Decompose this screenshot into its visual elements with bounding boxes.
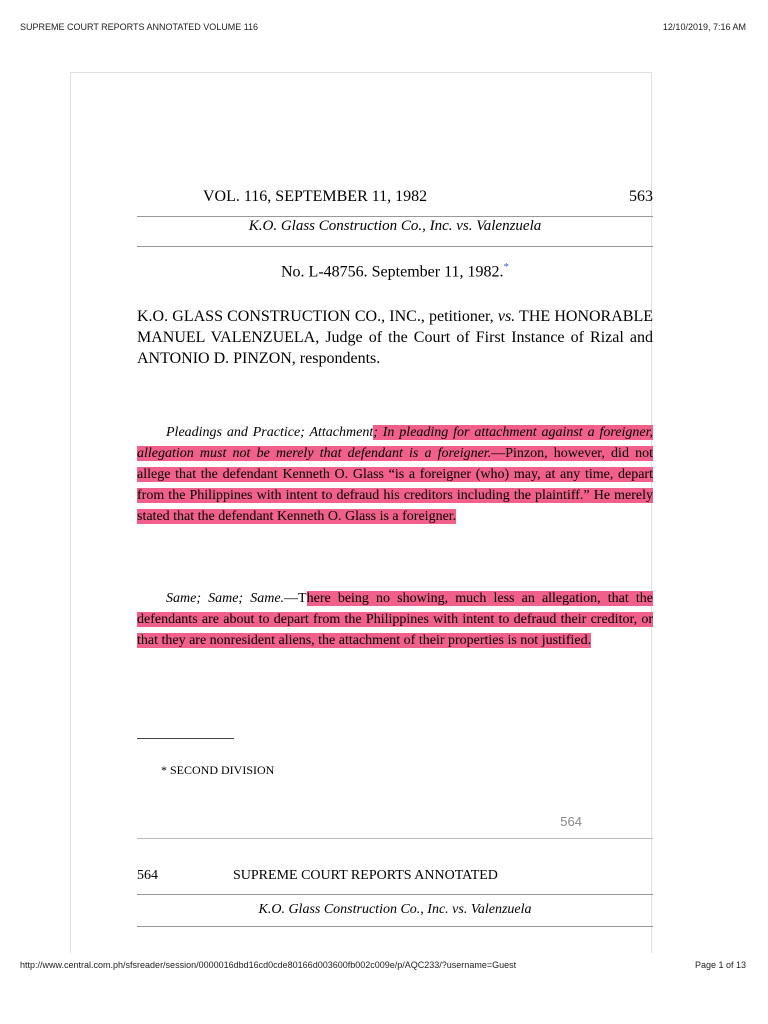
page-separator [137, 838, 653, 839]
respondents-text: THE HONORABLE MANUEL VALENZUELA, Judge of the Court of First Instance of Rizal and ANTONIO D. PINZON, respondents. [137, 308, 653, 367]
print-footer-url: http://www.central.com.ph/sfsreader/session/0000016dbd16cd0cde80166d003600fb002c009e/p/AQC233/?username=Guest [20, 960, 517, 970]
page-number: 563 [629, 188, 653, 205]
print-header-title: SUPREME COURT REPORTS ANNOTATED VOLUME 116 [20, 22, 259, 32]
next-page-title: SUPREME COURT REPORTS ANNOTATED [233, 868, 498, 883]
syllabus-1-heading: Pleadings and Practice; Attachment [166, 425, 374, 440]
petitioner-text: K.O. GLASS CONSTRUCTION CO., INC., petitioner, [137, 308, 498, 325]
case-number [137, 261, 653, 281]
versus-text: vs. [497, 308, 516, 325]
footnote: * SECOND DIVISION [161, 763, 275, 777]
syllabus-2-dash: —T [284, 591, 307, 606]
footnote-link[interactable]: * [503, 261, 509, 273]
page-content [70, 72, 653, 952]
volume-line: VOL. 116, SEPTEMBER 11, 1982 [203, 188, 428, 205]
next-header-rule-bottom [137, 926, 653, 927]
syllabus-2-highlight-text: here being no showing, much less an allegation, that the defendants are about to depart from the Philippines with intent to defraud their creditor, or that they are nonresident aliens, the attachment of their properties is not justified. [137, 591, 653, 648]
page-marker: 564 [560, 814, 582, 829]
footnote-rule [137, 738, 234, 739]
next-header-rule-top [137, 894, 653, 895]
running-title: K.O. Glass Construction Co., Inc. vs. Valenzuela [248, 218, 542, 234]
header-rule-bottom [137, 246, 653, 247]
syllabus-1-highlight-text: —Pinzon, however, did not allege that the defendant Kenneth O. Glass “is a foreigner (who) may, at any time, depart from the Philippines with intent to defraud his creditors including the plaintiff.” He merely stated that the defendant Kenneth O. Glass is a foreigner. [137, 446, 653, 524]
header-rule-top [137, 216, 653, 217]
print-footer-page: Page 1 of 13 [694, 960, 746, 970]
syllabus-1-highlight-italic: ; In pleading for attachment against a foreigner, allegation must not be merely that defendant is a foreigner. [137, 425, 653, 461]
syllabus-paragraph-2 [137, 588, 653, 651]
next-page-number: 564 [137, 868, 158, 883]
print-header-datetime: 12/10/2019, 7:16 AM [662, 22, 746, 32]
parties-paragraph [137, 306, 653, 369]
case-number-text: No. L-48756. September 11, 1982. [281, 263, 504, 281]
next-page-running-title: K.O. Glass Construction Co., Inc. vs. Valenzuela [258, 902, 532, 917]
syllabus-paragraph-1 [137, 422, 653, 527]
syllabus-2-heading: Same; Same; Same. [166, 591, 285, 606]
